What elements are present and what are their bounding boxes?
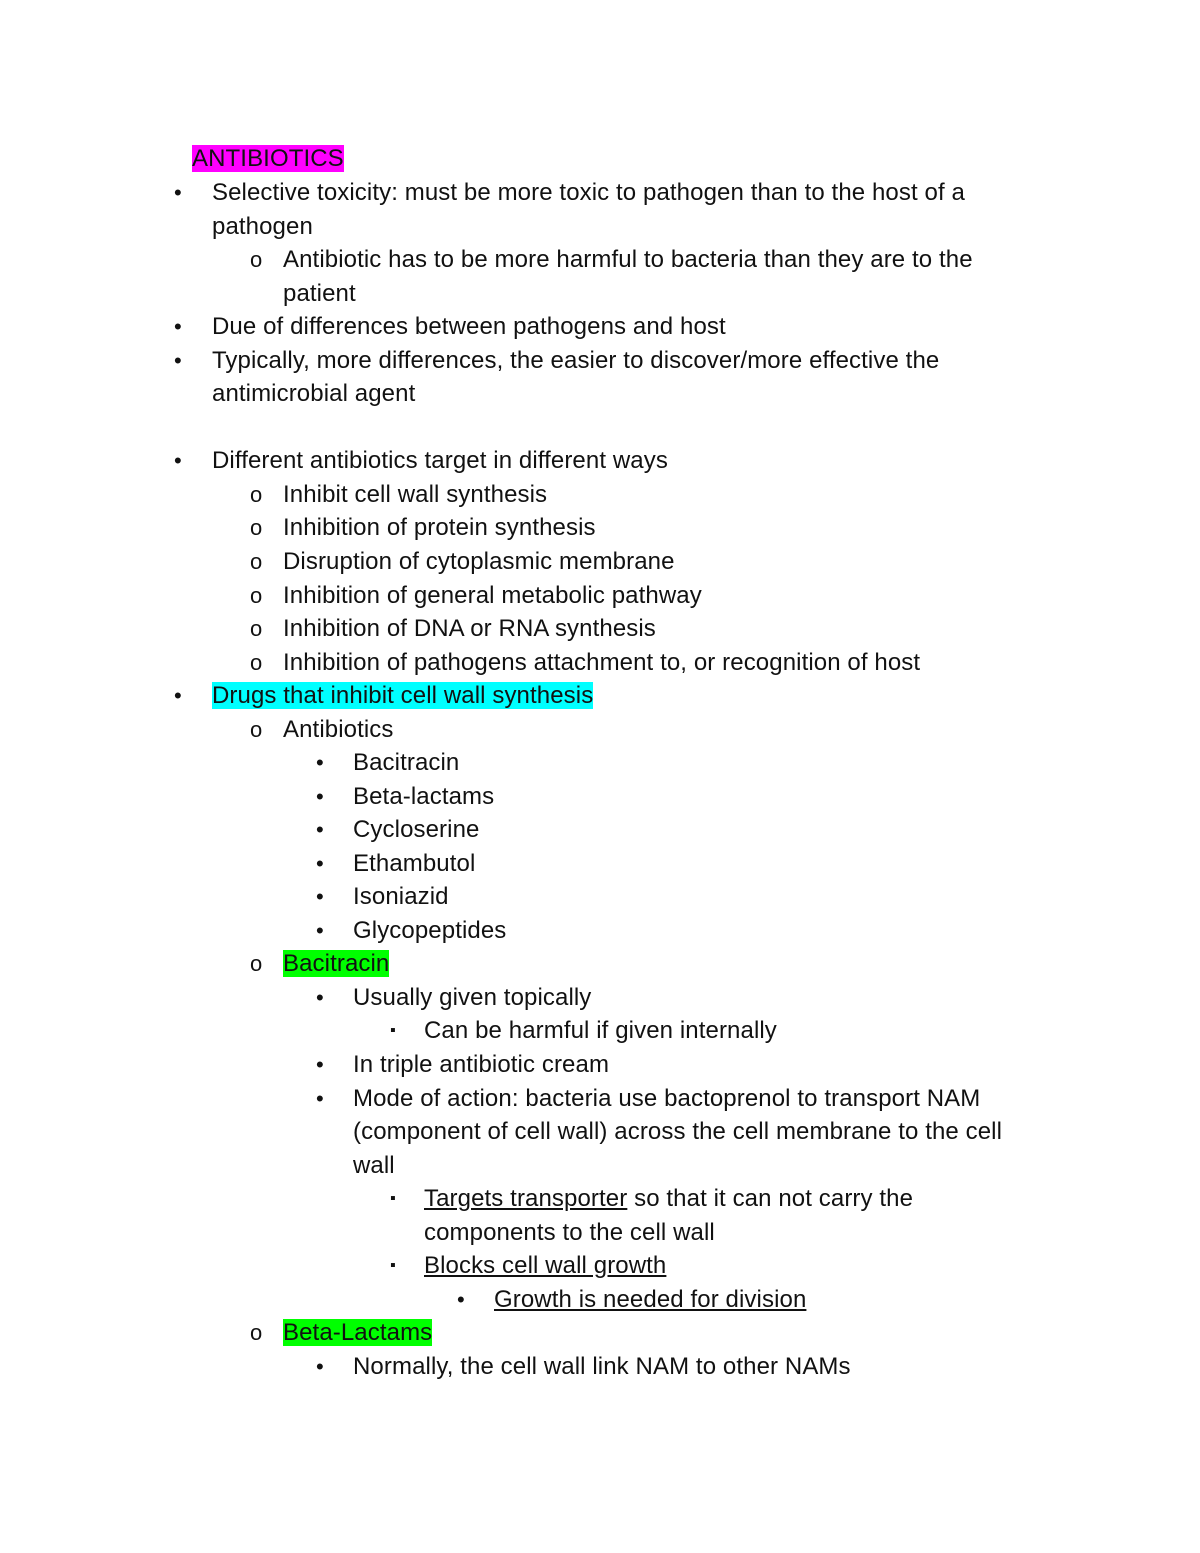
cell-wall-heading bbox=[212, 679, 593, 713]
bacitracin-heading bbox=[283, 947, 389, 981]
harmful-internal-line: Can be harmful if given internally bbox=[424, 1017, 777, 1044]
target-item: Inhibit cell wall synthesis bbox=[283, 481, 548, 508]
normally-line: Normally, the cell wall link NAM to other NAMs bbox=[353, 1353, 851, 1380]
cell-wall-heading-highlight: Drugs that inhibit cell wall synthesis bbox=[212, 682, 594, 709]
antibiotic-harm-line-1: Antibiotic has to be more harmful to bacteria than they are to the bbox=[283, 246, 973, 273]
antibiotic-item: Glycopeptides bbox=[353, 917, 507, 944]
antibiotic-item: Isoniazid bbox=[353, 883, 449, 910]
bullet-square: ▪ bbox=[390, 1257, 396, 1274]
triple-cream-line: In triple antibiotic cream bbox=[353, 1051, 610, 1078]
bullet-disc: • bbox=[316, 1052, 324, 1077]
bullet-circle: o bbox=[250, 951, 263, 976]
differences-line: Due of differences between pathogens and host bbox=[212, 313, 726, 340]
bullet-square: ▪ bbox=[390, 1190, 396, 1207]
bullet-circle: o bbox=[250, 650, 263, 675]
target-item: Inhibition of general metabolic pathway bbox=[283, 582, 702, 609]
antibiotic-item: Cycloserine bbox=[353, 816, 480, 843]
bullet-disc: • bbox=[316, 918, 324, 943]
blocks-growth-underlined: Blocks cell wall growth bbox=[424, 1252, 667, 1279]
bullet-circle: o bbox=[250, 549, 263, 574]
title-highlight: ANTIBIOTICS bbox=[192, 145, 344, 172]
bullet-circle: o bbox=[250, 717, 263, 742]
title bbox=[192, 142, 344, 176]
targets-transporter-rest: so that it can not carry the bbox=[627, 1185, 914, 1212]
bullet-circle: o bbox=[250, 616, 263, 641]
growth-needed-underlined: Growth is needed for division bbox=[494, 1286, 807, 1313]
mode-of-action-line-2: (component of cell wall) across the cell membrane to the cell bbox=[353, 1118, 1003, 1145]
different-targets-line: Different antibiotics target in different ways bbox=[212, 447, 668, 474]
bullet-disc: • bbox=[316, 851, 324, 876]
antibiotics-label: Antibiotics bbox=[283, 716, 394, 743]
bullet-disc: • bbox=[174, 448, 182, 473]
selective-toxicity-line-2: pathogen bbox=[212, 213, 313, 240]
mode-of-action-line-1: Mode of action: bacteria use bactoprenol to transport NAM bbox=[353, 1085, 981, 1112]
antibiotic-harm-line-2: patient bbox=[283, 280, 356, 307]
selective-toxicity-line-1: Selective toxicity: must be more toxic to pathogen than to the host of a bbox=[212, 179, 965, 206]
bullet-circle: o bbox=[250, 583, 263, 608]
bullet-disc: • bbox=[316, 884, 324, 909]
bullet-disc: • bbox=[174, 348, 182, 373]
target-item: Inhibition of pathogens attachment to, or recognition of host bbox=[283, 649, 921, 676]
beta-lactams-highlight: Beta-Lactams bbox=[283, 1319, 433, 1346]
targets-transporter-underlined: Targets transporter bbox=[424, 1185, 628, 1212]
bullet-circle: o bbox=[250, 482, 263, 507]
bacitracin-highlight: Bacitracin bbox=[283, 950, 390, 977]
mode-of-action-line-3: wall bbox=[353, 1152, 395, 1179]
beta-lactams-heading bbox=[283, 1316, 432, 1350]
blocks-growth-line bbox=[424, 1249, 666, 1283]
bullet-circle: o bbox=[250, 515, 263, 540]
bullet-disc: • bbox=[316, 985, 324, 1010]
antibiotic-item: Bacitracin bbox=[353, 749, 460, 776]
components-line: components to the cell wall bbox=[424, 1219, 715, 1246]
bullet-circle: o bbox=[250, 1320, 263, 1345]
bullet-disc: • bbox=[316, 784, 324, 809]
bullet-disc: • bbox=[316, 1354, 324, 1379]
antibiotic-item: Ethambutol bbox=[353, 850, 476, 877]
bullet-disc: • bbox=[316, 1086, 324, 1111]
bullet-square: ▪ bbox=[390, 1022, 396, 1039]
bullet-circle: o bbox=[250, 247, 263, 272]
target-item: Inhibition of DNA or RNA synthesis bbox=[283, 615, 656, 642]
bullet-disc: • bbox=[174, 683, 182, 708]
bullet-disc: • bbox=[174, 180, 182, 205]
target-item: Inhibition of protein synthesis bbox=[283, 514, 596, 541]
typically-line-1: Typically, more differences, the easier to discover/more effective the bbox=[212, 347, 940, 374]
bullet-disc: • bbox=[316, 817, 324, 842]
topically-line: Usually given topically bbox=[353, 984, 592, 1011]
bullet-disc: • bbox=[174, 314, 182, 339]
targets-transporter-line bbox=[424, 1182, 913, 1216]
antibiotic-item: Beta-lactams bbox=[353, 783, 495, 810]
growth-needed-line bbox=[494, 1283, 806, 1317]
typically-line-2: antimicrobial agent bbox=[212, 380, 416, 407]
bullet-disc: • bbox=[457, 1287, 465, 1312]
bullet-disc: • bbox=[316, 750, 324, 775]
target-item: Disruption of cytoplasmic membrane bbox=[283, 548, 675, 575]
